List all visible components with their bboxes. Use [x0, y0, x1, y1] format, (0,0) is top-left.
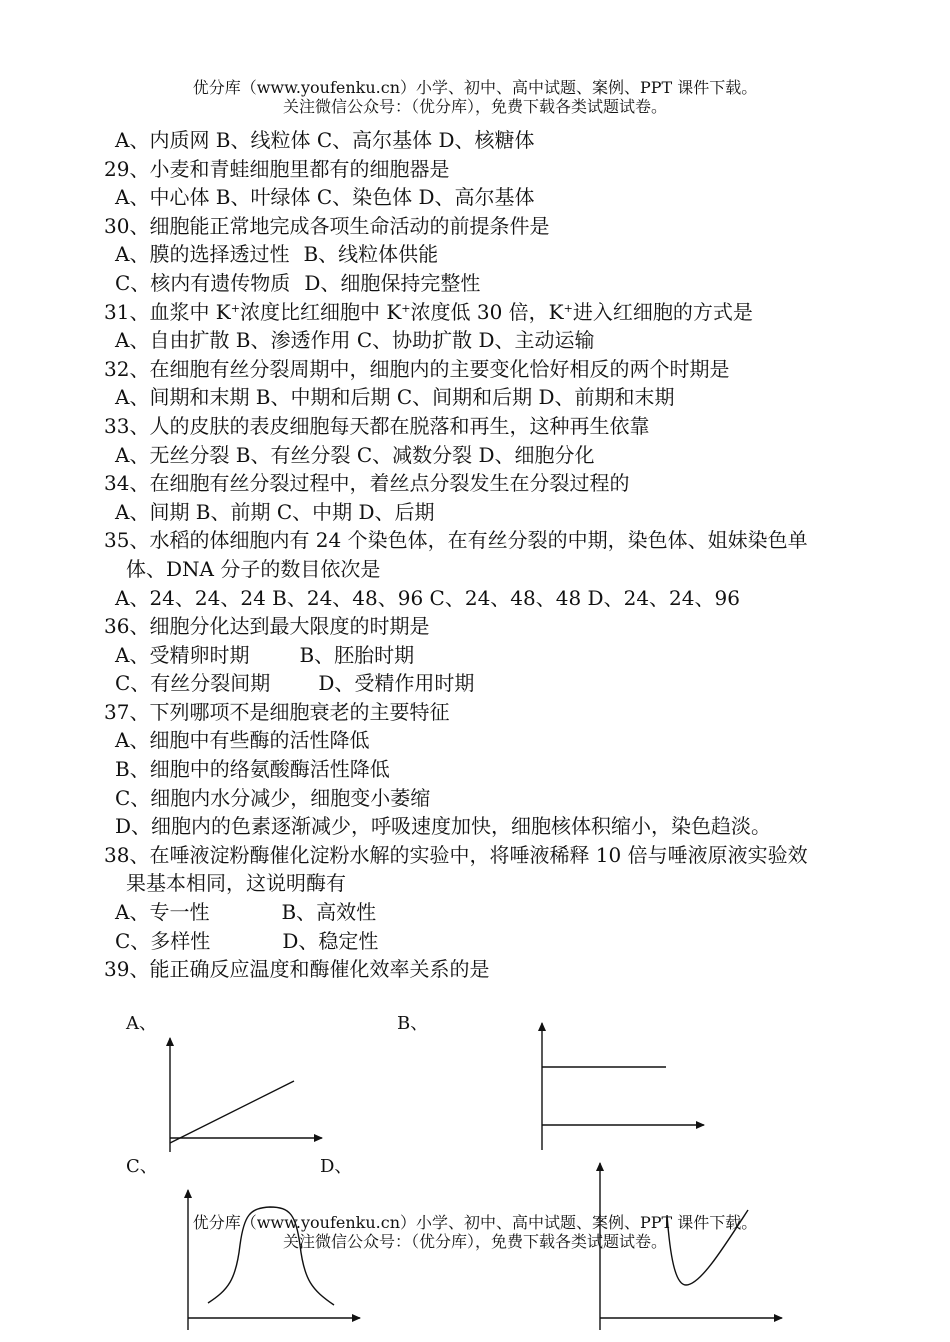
graph-d-label: D、 [320, 1156, 353, 1177]
footer-line-1: 优分库（www.youfenku.cn）小学、初中、高中试题、案例、PPT 课件下载。 [192, 1213, 758, 1232]
q31-options: A、自由扩散 B、渗透作用 C、协助扩散 D、主动运输 [115, 328, 595, 353]
page-footer [0, 1213, 950, 1251]
superscript-plus: + [401, 301, 411, 315]
q34-options: A、间期 B、前期 C、中期 D、后期 [115, 499, 435, 524]
q36-option-b: B、胚胎时期 [299, 642, 415, 667]
q36-option-c: C、有丝分裂间期 [115, 671, 271, 696]
q32-stem: 32、在细胞有丝分裂周期中，细胞内的主要变化恰好相反的两个时期是 [104, 356, 730, 381]
q37-option-d: D、细胞内的色素逐渐减少，呼吸速度加快，细胞核体积缩小，染色趋淡。 [115, 814, 772, 839]
q31-stem-part-2: 浓度比红细胞中 K [239, 299, 402, 324]
q39-stem: 39、能正确反应温度和酶催化效率关系的是 [104, 957, 490, 982]
q29-stem: 29、小麦和青蛙细胞里都有的细胞器是 [104, 156, 450, 181]
q30-option-c: C、核内有遗传物质 [115, 270, 291, 295]
q31-stem-part-4: 进入红细胞的方式是 [572, 299, 753, 324]
q38-option-c: C、多样性 [115, 928, 211, 953]
graph-c-label: C、 [126, 1156, 158, 1177]
graph-a-label: A、 [126, 1013, 157, 1034]
q35-options: A、24、24、24 B、24、48、96 C、24、48、48 D、24、24、96 [115, 585, 740, 610]
graph-b [542, 1023, 704, 1150]
q33-stem: 33、人的皮肤的表皮细胞每天都在脱落和再生，这种再生依靠 [104, 413, 650, 438]
q37-stem: 37、下列哪项不是细胞衰老的主要特征 [104, 699, 450, 724]
q38-stem-cont: 果基本相同，这说明酶有 [126, 871, 346, 896]
q36-stem: 36、细胞分化达到最大限度的时期是 [104, 614, 430, 639]
footer-line-2: 关注微信公众号：（优分库），免费下载各类试题试卷。 [282, 1232, 667, 1251]
q35-stem: 35、水稻的体细胞内有 24 个染色体，在有丝分裂的中期，染色体、姐妹染色单 [104, 528, 808, 553]
q30-option-a: A、膜的选择透过性 [115, 242, 290, 267]
q36-option-a: A、受精卵时期 [115, 642, 250, 667]
q34-stem: 34、在细胞有丝分裂过程中，着丝点分裂发生在分裂过程的 [104, 471, 630, 496]
header-line-2: 关注微信公众号：（优分库），免费下载各类试题试卷。 [282, 97, 667, 116]
q33-options: A、无丝分裂 B、有丝分裂 C、减数分裂 D、细胞分化 [115, 442, 595, 467]
header-line-1: 优分库（www.youfenku.cn）小学、初中、高中试题、案例、PPT 课件下载。 [192, 78, 758, 97]
q36-option-d: D、受精作用时期 [318, 671, 475, 696]
q38-stem: 38、在唾液淀粉酶催化淀粉水解的实验中，将唾液稀释 10 倍与唾液原液实验效 [104, 842, 808, 867]
q30-option-d: D、细胞保持完整性 [304, 270, 481, 295]
q35-stem-cont: 体、DNA 分子的数目依次是 [126, 556, 381, 581]
q31-stem-part-3: 浓度低 30 倍，K [410, 299, 564, 324]
graph-b-label: B、 [397, 1013, 429, 1034]
q38-option-a: A、专一性 [115, 900, 210, 925]
q31-stem-part-1: 31、血浆中 K [104, 299, 231, 324]
q37-option-b: B、细胞中的络氨酸酶活性降低 [115, 757, 390, 782]
q37-option-c: C、细胞内水分减少，细胞变小萎缩 [115, 785, 431, 810]
superscript-plus: + [230, 301, 240, 315]
q38-option-d: D、稳定性 [282, 928, 379, 953]
q38-option-b: B、高效性 [281, 900, 377, 925]
q32-options: A、间期和末期 B、中期和后期 C、间期和后期 D、前期和末期 [115, 385, 675, 410]
q30-stem: 30、细胞能正常地完成各项生命活动的前提条件是 [104, 213, 550, 238]
superscript-plus: + [563, 301, 573, 315]
q28-options: A、内质网 B、线粒体 C、高尔基体 D、核糖体 [115, 128, 535, 152]
q29-options: A、中心体 B、叶绿体 C、染色体 D、高尔基体 [115, 185, 535, 210]
graph-c [188, 1190, 360, 1330]
q30-option-b: B、线粒体供能 [303, 242, 439, 267]
graph-a-curve [170, 1081, 294, 1143]
graph-a [170, 1038, 322, 1152]
q37-option-a: A、细胞中有些酶的活性降低 [115, 728, 370, 753]
